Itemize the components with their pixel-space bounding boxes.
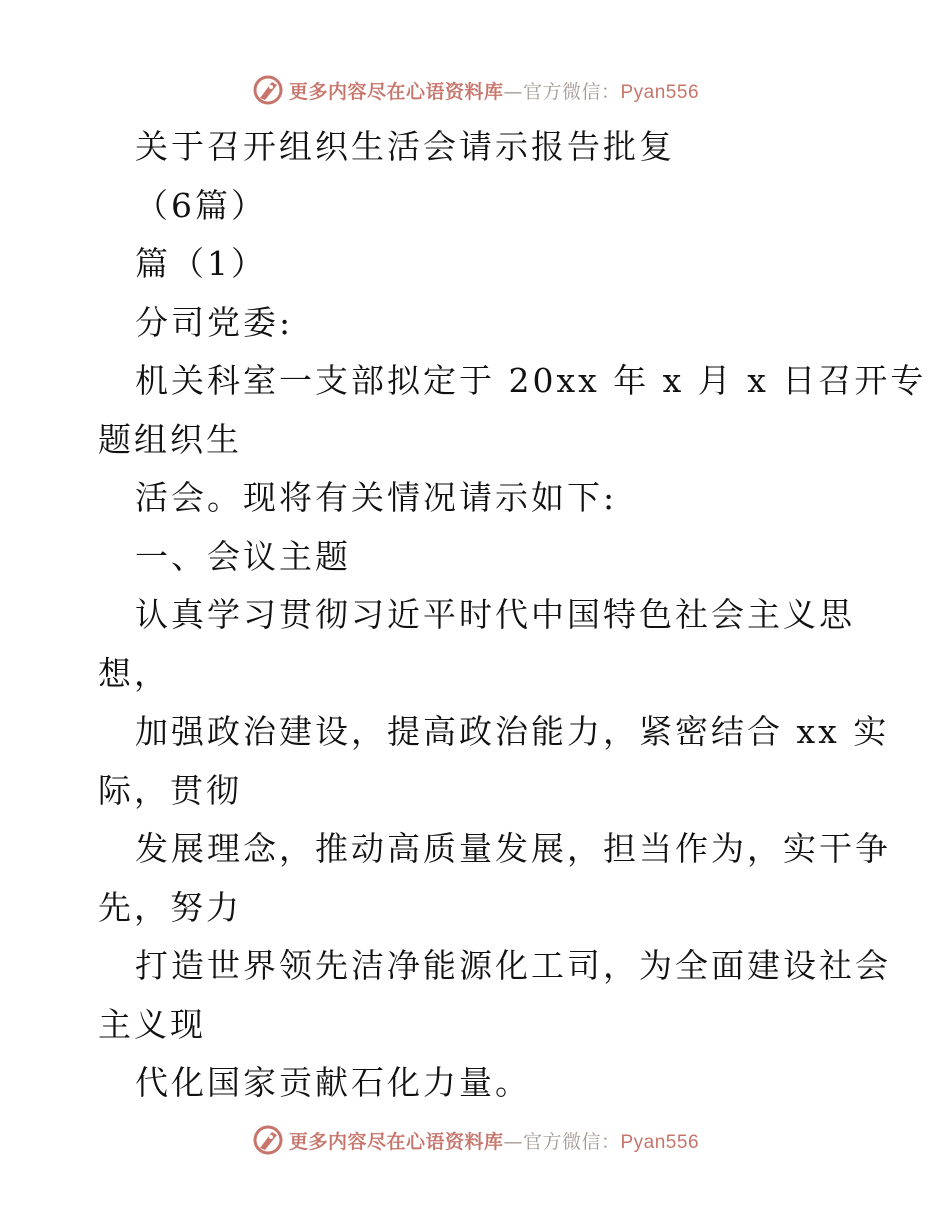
header-banner bbox=[0, 70, 950, 110]
pen-nib-logo-icon bbox=[251, 73, 285, 107]
document-line: 一、会议主题 bbox=[135, 536, 351, 576]
document-line: 分司党委: bbox=[135, 302, 294, 342]
document-line: 发展理念，推动高质量发展，担当作为，实干争 bbox=[135, 829, 891, 868]
banner-label: 官方微信： bbox=[522, 1130, 621, 1153]
document-line: （6篇） bbox=[135, 185, 267, 225]
document-line: 篇（1） bbox=[135, 244, 267, 283]
banner-dash: — bbox=[503, 1130, 523, 1153]
document-line: 先，努力 bbox=[98, 887, 242, 927]
banner-main: 更多内容尽在心语资料库 bbox=[288, 80, 504, 103]
banner-text bbox=[289, 77, 699, 104]
document-line: 打造世界领先洁净能源化工司，为全面建设社会 bbox=[135, 946, 891, 985]
banner-main: 更多内容尽在心语资料库 bbox=[288, 1130, 504, 1153]
banner-handle: Pyan556 bbox=[620, 1131, 700, 1153]
document-line: 想， bbox=[98, 653, 170, 693]
banner-label: 官方微信： bbox=[522, 80, 621, 103]
footer-banner bbox=[0, 1120, 950, 1160]
document-line: 活会。现将有关情况请示如下: bbox=[135, 478, 618, 517]
banner-handle: Pyan556 bbox=[620, 81, 700, 103]
document-line: 代化国家贡献石化力量。 bbox=[135, 1063, 531, 1102]
banner-dash: — bbox=[503, 80, 523, 103]
document-line: 主义现 bbox=[98, 1004, 206, 1044]
document-line: 关于召开组织生活会请示报告批复 bbox=[135, 127, 675, 166]
document-line: 机关科室一支部拟定于 20xx 年 x 月 x 日召开专 bbox=[135, 361, 927, 400]
document-line: 际，贯彻 bbox=[98, 770, 242, 810]
document-line: 认真学习贯彻习近平时代中国特色社会主义思 bbox=[135, 595, 855, 634]
banner-text bbox=[289, 1127, 699, 1154]
document-body bbox=[98, 118, 927, 1113]
document-line: 题组织生 bbox=[98, 419, 242, 459]
document-line: 加强政治建设，提高政治能力，紧密结合 xx 实 bbox=[135, 712, 890, 751]
pen-nib-logo-icon bbox=[251, 1123, 285, 1157]
